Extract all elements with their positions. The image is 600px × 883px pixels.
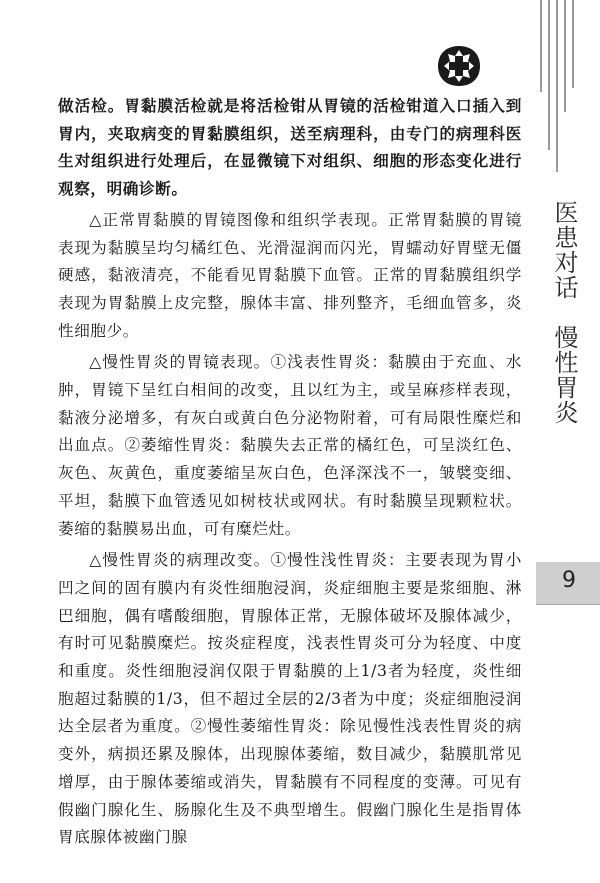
body-text	[58, 92, 522, 852]
sidebar-book-title: 医患对话 慢性胃炎	[550, 200, 578, 425]
sidebar-line	[572, 0, 574, 88]
medical-cross-icon	[434, 44, 484, 88]
sidebar-bottom-lines	[536, 604, 600, 883]
sidebar-line	[556, 0, 558, 172]
paragraph-biopsy: 做活检。胃黏膜活检就是将活检钳从胃镜的活检钳道入口插入到胃内，夹取病变的胃黏膜组织，送至病理科，由专门的病理科医生对组织进行处理后，在显微镜下对组织、细胞的形态变化进行观察，明确诊断。	[58, 96, 522, 199]
sidebar-decorative-lines	[540, 0, 600, 172]
sidebar-line	[548, 0, 550, 150]
paragraph-pathology: △慢性胃炎的病理改变。①慢性浅性胃炎：主要表现为胃小凹之间的固有膜内有炎性细胞浸润，炎症细胞主要是浆细胞、淋巴细胞，偶有嗜酸细胞，胃腺体正常，无腺体破坏及腺体减少，有时可见黏膜糜烂。按炎症程度，浅表性胃炎可分为轻度、中度和重度。炎性细胞浸润仅限于胃黏膜的上1/3者为轻度，炎性细胞超过黏膜的1/3，但不超过全层的2/3者为中度；炎症细胞浸润达全层者为重度。②慢性萎缩性胃炎：除见慢性浅表性胃炎的病变外，病损还累及腺体，出现腺体萎缩，数目减少，黏膜肌常见增厚，由于腺体萎缩或消失，胃黏膜有不同程度的变薄。可见有假幽门腺化生、肠腺化生及不典型增生。假幽门腺化生是指胃体胃底腺体被幽门腺	[58, 551, 522, 847]
sidebar-line	[540, 0, 542, 92]
paragraph-normal-mucosa: △正常胃黏膜的胃镜图像和组织学表现。正常胃黏膜的胃镜表现为黏膜呈均匀橘红色、光滑湿润而闪光，胃蠕动好胃壁无僵硬感，黏液清亮，不能看见胃黏膜下血管。正常的胃黏膜组织学表现为胃黏膜上皮完整，腺体丰富、排列整齐，毛细血管多，炎性细胞少。	[58, 210, 522, 340]
sidebar-line	[564, 0, 566, 112]
paragraph-endoscopic-findings: △慢性胃炎的胃镜表现。①浅表性胃炎：黏膜由于充血、水肿，胃镜下呈红白相间的改变，且以红为主，或呈麻疹样表现，黏液分泌增多，有灰白或黄白色分泌物附着，可有局限性糜烂和出血点。②萎缩性胃炎：黏膜失去正常的橘红色，可呈淡红色、灰色、灰黄色，重度萎缩呈灰白色，色泽深浅不一，皱襞变细、平坦，黏膜下血管透见如树枝状或网状。有时黏膜呈现颗粒状。萎缩的黏膜易出血，可有糜烂灶。	[58, 353, 522, 538]
page-number: 9	[562, 568, 576, 593]
